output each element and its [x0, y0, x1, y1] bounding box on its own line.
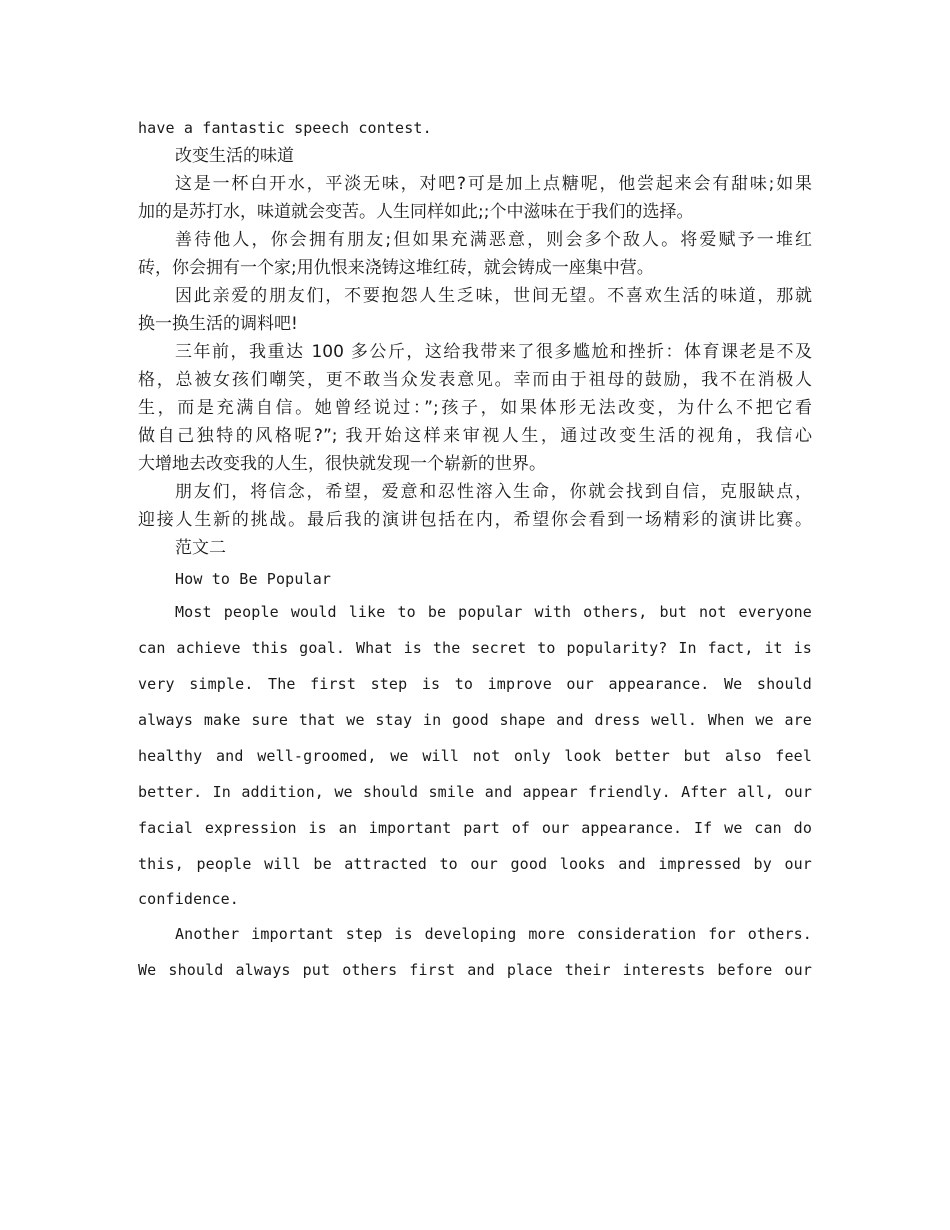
- text-line: 做自己独特的风格呢?”; 我开始这样来审视人生，通过改变生活的视角，我信心: [138, 426, 812, 446]
- text-line: 格，总被女孩们嘲笑，更不敢当众发表意见。幸而由于祖母的鼓励，我不在消极人: [138, 370, 812, 390]
- section-title: 范文二: [175, 538, 226, 558]
- text-line: Another important step is developing more consideration for others.: [175, 925, 812, 943]
- text-line: 这是一杯白开水，平淡无味，对吧?可是加上点糖呢，他尝起来会有甜味;如果: [175, 174, 812, 194]
- text-line: can achieve this goal. What is the secret to popularity? In fact, it is: [138, 639, 812, 657]
- text-line: 生，而是充满自信。她曾经说过：”;孩子，如果体形无法改变，为什么不把它看: [138, 398, 812, 418]
- top-text-block: [138, 114, 812, 596]
- text-line: 因此亲爱的朋友们，不要抱怨人生乏味，世间无望。不喜欢生活的味道，那就: [175, 286, 812, 306]
- text-line: healthy and well-groomed, we will not only look better but also feel: [138, 747, 812, 765]
- text-line: always make sure that we stay in good shape and dress well. When we are: [138, 711, 812, 729]
- section-title: 改变生活的味道: [175, 146, 294, 166]
- text-line: 砖，你会拥有一个家;用仇恨来浇铸这堆红砖，就会铸成一座集中营。: [138, 258, 654, 278]
- text-line: have a fantastic speech contest.: [138, 119, 432, 137]
- text-line: better. In addition, we should smile and appear friendly. After all, our: [138, 783, 812, 801]
- text-line: Most people would like to be popular with others, but not everyone: [175, 603, 812, 621]
- text-line: confidence.: [138, 890, 239, 908]
- text-line: 三年前，我重达 100 多公斤，这给我带来了很多尴尬和挫折：体育课老是不及: [175, 342, 812, 362]
- text-line: 换一换生活的调料吧!: [138, 314, 298, 334]
- text-line: this, people will be attracted to our good looks and impressed by our: [138, 855, 812, 873]
- text-line: facial expression is an important part of our appearance. If we can do: [138, 819, 812, 837]
- document-page: [138, 114, 812, 988]
- essay-text-block: [138, 594, 812, 988]
- text-line: 朋友们，将信念，希望，爱意和忍性溶入生命，你就会找到自信，克服缺点，: [175, 482, 812, 502]
- text-line: very simple. The first step is to improve our appearance. We should: [138, 675, 812, 693]
- text-line: 迎接人生新的挑战。最后我的演讲包括在内，希望你会看到一场精彩的演讲比赛。: [138, 510, 812, 530]
- text-line: 善待他人，你会拥有朋友;但如果充满恶意，则会多个敌人。将爱赋予一堆红: [175, 230, 812, 250]
- text-line: 大增地去改变我的人生，很快就发现一个崭新的世界。: [138, 454, 546, 474]
- essay-title: How to Be Popular: [175, 570, 332, 588]
- text-line: We should always put others first and place their interests before our: [138, 961, 812, 979]
- text-line: 加的是苏打水，味道就会变苦。人生同样如此;;个中滋味在于我们的选择。: [138, 202, 694, 222]
